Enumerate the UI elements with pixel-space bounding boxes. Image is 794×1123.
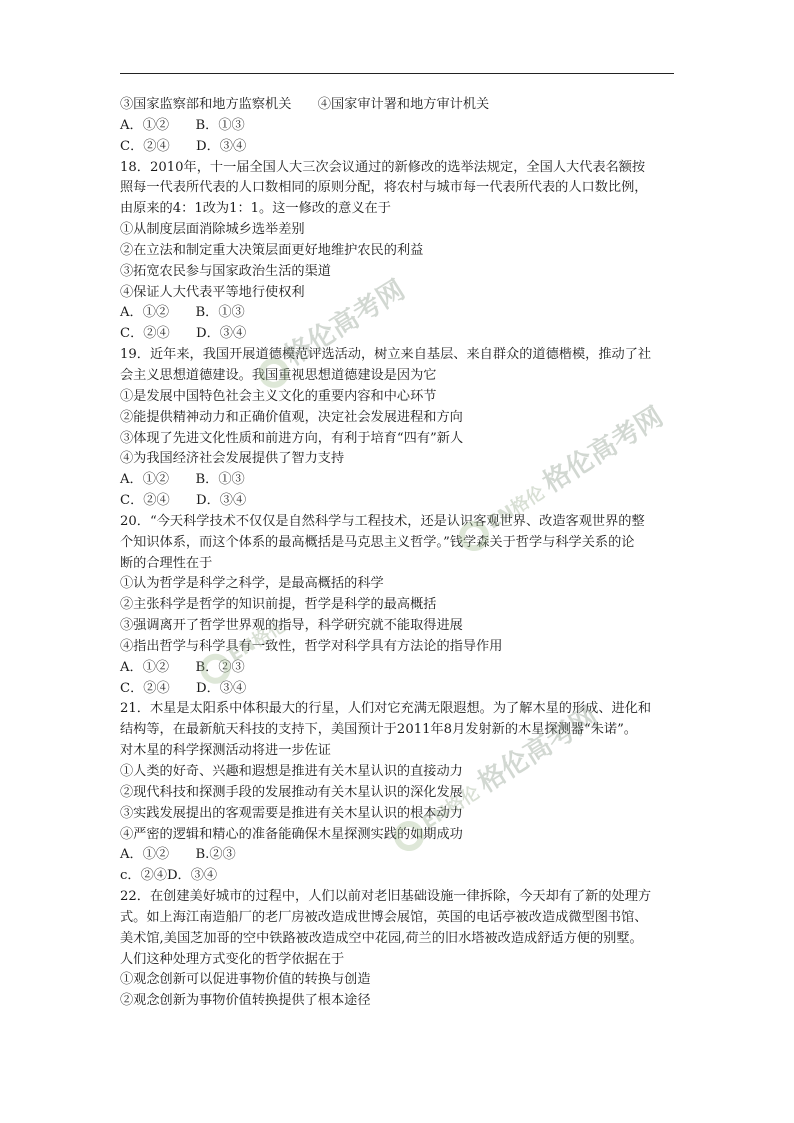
answer-options: C．②④ D．③④ bbox=[120, 138, 247, 154]
answer-options: A．①② B．②③ bbox=[120, 659, 245, 675]
statement: ②在立法和制定重大决策层面更好地维护农民的利益 bbox=[120, 242, 424, 258]
answer-options: C．②④ D．③④ bbox=[120, 493, 247, 509]
question-21-stem: 21．木星是太阳系中体积最大的行星，人们对它充满无限遐想。为了解木星的形成、进化和 bbox=[120, 701, 652, 717]
question-18-stem: 照每一代表所代表的人口数相同的原则分配，将农村与城市每一代表所代表的人口数比例， bbox=[120, 180, 648, 196]
statement: ①人类的好奇、兴趣和遐想是推进有关木星认识的直接动力 bbox=[120, 764, 463, 779]
statement: ②能提供精神动力和正确价值观，决定社会发展进程和方向 bbox=[120, 409, 463, 425]
watermark-logo-text: EN格伦 bbox=[225, 614, 291, 667]
watermark-text: 格伦高考网 bbox=[279, 274, 411, 373]
watermark-logo-text: EN格伦 bbox=[483, 482, 549, 534]
statement: ①认为哲学是科学之科学，是最高概括的科学 bbox=[120, 576, 384, 592]
answer-options: A．①② B．①③ bbox=[120, 117, 245, 133]
statement: ①从制度层面消除城乡选举差别 bbox=[120, 222, 305, 238]
statement: ①观念创新可以促进事物价值的转换与创造 bbox=[120, 972, 371, 988]
question-22-stem: 22．在创建美好城市的过程中，人们以前对老旧基础设施一律拆除，今天却有了新的处理方 bbox=[120, 889, 652, 905]
question-18-stem: 18．2010年，十一届全国人大三次会议通过的新修改的选举法规定，全国人大代表名额按 bbox=[120, 159, 646, 175]
answer-options: C．②④ D．③④ bbox=[120, 680, 247, 696]
statement: ④指出哲学与科学具有一致性，哲学对科学具有方法论的指导作用 bbox=[120, 638, 503, 654]
question-20-stem: 断的合理性在于 bbox=[120, 555, 213, 571]
statement: ①是发展中国特色社会主义文化的重要内容和中心环节 bbox=[120, 388, 437, 404]
statement: ③拓宽农民参与国家政治生活的渠道 bbox=[120, 263, 331, 279]
question-22-stem: 美术馆,美国芝加哥的空中铁路被改造成空中花园,荷兰的旧水塔被改造成舒适方便的别墅。 bbox=[120, 930, 643, 946]
question-20-stem: 个知识体系，而这个体系的最高概括是马克思主义哲学。”钱学森关于哲学与科学关系的论 bbox=[120, 534, 635, 550]
text-line: ③国家监察部和地方监察机关 ④国家审计署和地方审计机关 bbox=[120, 97, 490, 112]
question-19-stem: 19．近年来，我国开展道德模范评选活动，树立来自基层、来自群众的道德楷模，推动了社 bbox=[120, 347, 652, 363]
statement: ④保证人大代表平等地行使权利 bbox=[120, 284, 305, 300]
statement: ④严密的逻辑和精心的准备能确保木星探测实践的如期成功 bbox=[120, 826, 463, 842]
statement: ②现代科技和探测手段的发展推动有关木星认识的深化发展 bbox=[120, 784, 463, 800]
header-rule bbox=[120, 73, 674, 74]
answer-options: A．①② B．①③ bbox=[120, 305, 245, 321]
question-19-stem: 会主义思想道德建设。我国重视思想道德建设是因为它 bbox=[120, 367, 437, 383]
statement: ②观念创新为事物价值转换提供了根本途径 bbox=[120, 993, 371, 1009]
question-20-stem: 20．“今天科学技术不仅仅是自然科学与工程技术，还是认识客观世界、改造客观世界的整 bbox=[120, 513, 645, 529]
answer-options: A．①② B．①③ bbox=[120, 472, 245, 488]
statement: ④为我国经济社会发展提供了智力支持 bbox=[120, 451, 345, 467]
question-21-stem: 结构等，在最新航天科技的支持下，美国预计于2011年8月发射新的木星探测器“朱诺”。 bbox=[120, 722, 637, 738]
watermark-text: 格伦高考网 bbox=[472, 701, 604, 799]
statement: ③体现了先进文化性质和前进方向，有利于培育“四有”新人 bbox=[120, 430, 464, 446]
question-18-stem: 由原来的4：1改为1：1。这一修改的意义在于 bbox=[120, 201, 391, 217]
watermark-logo-text: EN格伦 bbox=[418, 782, 484, 834]
statement: ③实践发展提出的客观需要是推进有关木星认识的根本动力 bbox=[120, 805, 463, 821]
statement: ②主张科学是哲学的知识前提，哲学是科学的最高概括 bbox=[120, 597, 437, 613]
question-text bbox=[120, 95, 680, 1012]
question-22-stem: 式。如上海江南造船厂的老厂房被改造成世博会展馆，英国的电话亭被改造成微型图书馆、 bbox=[120, 909, 648, 925]
answer-options: c．②④D．③④ bbox=[120, 868, 218, 884]
question-21-stem: 对木星的科学探测活动将进一步佐证 bbox=[120, 743, 331, 759]
answer-options: C．②④ D．③④ bbox=[120, 326, 247, 342]
statement: ③强调离开了哲学世界观的指导，科学研究就不能取得进展 bbox=[120, 618, 463, 634]
watermark-text: 格伦高考网 bbox=[537, 401, 669, 499]
answer-options: A．①② B.②③ bbox=[120, 847, 236, 863]
question-22-stem: 人们这种处理方式变化的哲学依据在于 bbox=[120, 951, 345, 967]
